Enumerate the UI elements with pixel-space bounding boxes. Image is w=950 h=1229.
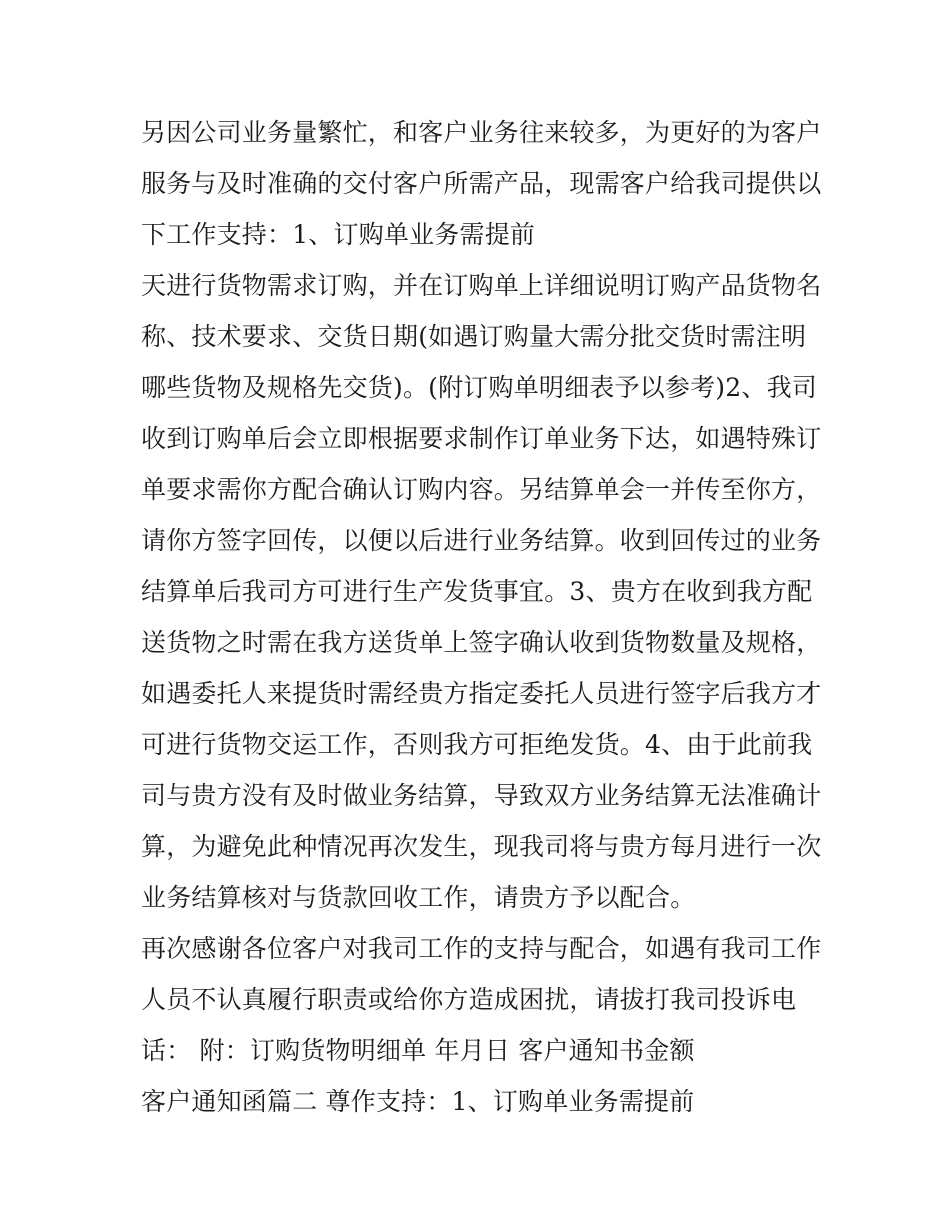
text-line: 天进行货物需求订购，并在订购单上详细说明订购产品货物名 xyxy=(141,271,822,300)
text-line: 另因公司业务量繁忙，和客户业务往来较多，为更好的为客户 xyxy=(141,118,822,147)
text-line: 收到订购单后会立即根据要求制作订单业务下达，如遇特殊订 xyxy=(141,424,822,453)
document-body xyxy=(141,107,821,1127)
text-line: 业务结算核对与货款回收工作，请贵方予以配合。 xyxy=(141,883,696,912)
text-line: 称、技术要求、交货日期(如遇订购量大需分批交货时需注明 xyxy=(141,322,807,351)
text-line: 服务与及时准确的交付客户所需产品，现需客户给我司提供以 xyxy=(141,169,822,198)
text-line: 可进行货物交运工作，否则我方可拒绝发货。4、由于此前我 xyxy=(141,730,813,759)
text-line: 如遇委托人来提货时需经贵方指定委托人员进行签字后我方才 xyxy=(141,679,822,708)
text-line: 哪些货物及规格先交货)。(附订购单明细表予以参考)2、我司 xyxy=(141,373,817,402)
text-line: 请你方签字回传，以便以后进行业务结算。收到回传过的业务 xyxy=(141,526,822,555)
text-line: 再次感谢各位客户对我司工作的支持与配合，如遇有我司工作 xyxy=(141,934,822,963)
text-line: 算，为避免此种情况再次发生，现我司将与贵方每月进行一次 xyxy=(141,832,822,861)
text-line: 话： 附：订购货物明细单 年月日 客户通知书金额 xyxy=(141,1036,695,1065)
text-line: 人员不认真履行职责或给你方造成困扰，请拔打我司投诉电 xyxy=(141,985,797,1014)
text-line: 客户通知函篇二 尊作支持：1、订购单业务需提前 xyxy=(141,1087,695,1116)
text-line: 单要求需你方配合确认订购内容。另结算单会一并传至你方， xyxy=(141,475,822,504)
text-line: 下工作支持：1、订购单业务需提前 xyxy=(141,220,536,249)
text-line: 司与贵方没有及时做业务结算，导致双方业务结算无法准确计 xyxy=(141,781,822,810)
text-line: 结算单后我司方可进行生产发货事宜。3、贵方在收到我方配 xyxy=(141,577,813,606)
text-line: 送货物之时需在我方送货单上签字确认收到货物数量及规格， xyxy=(141,628,822,657)
